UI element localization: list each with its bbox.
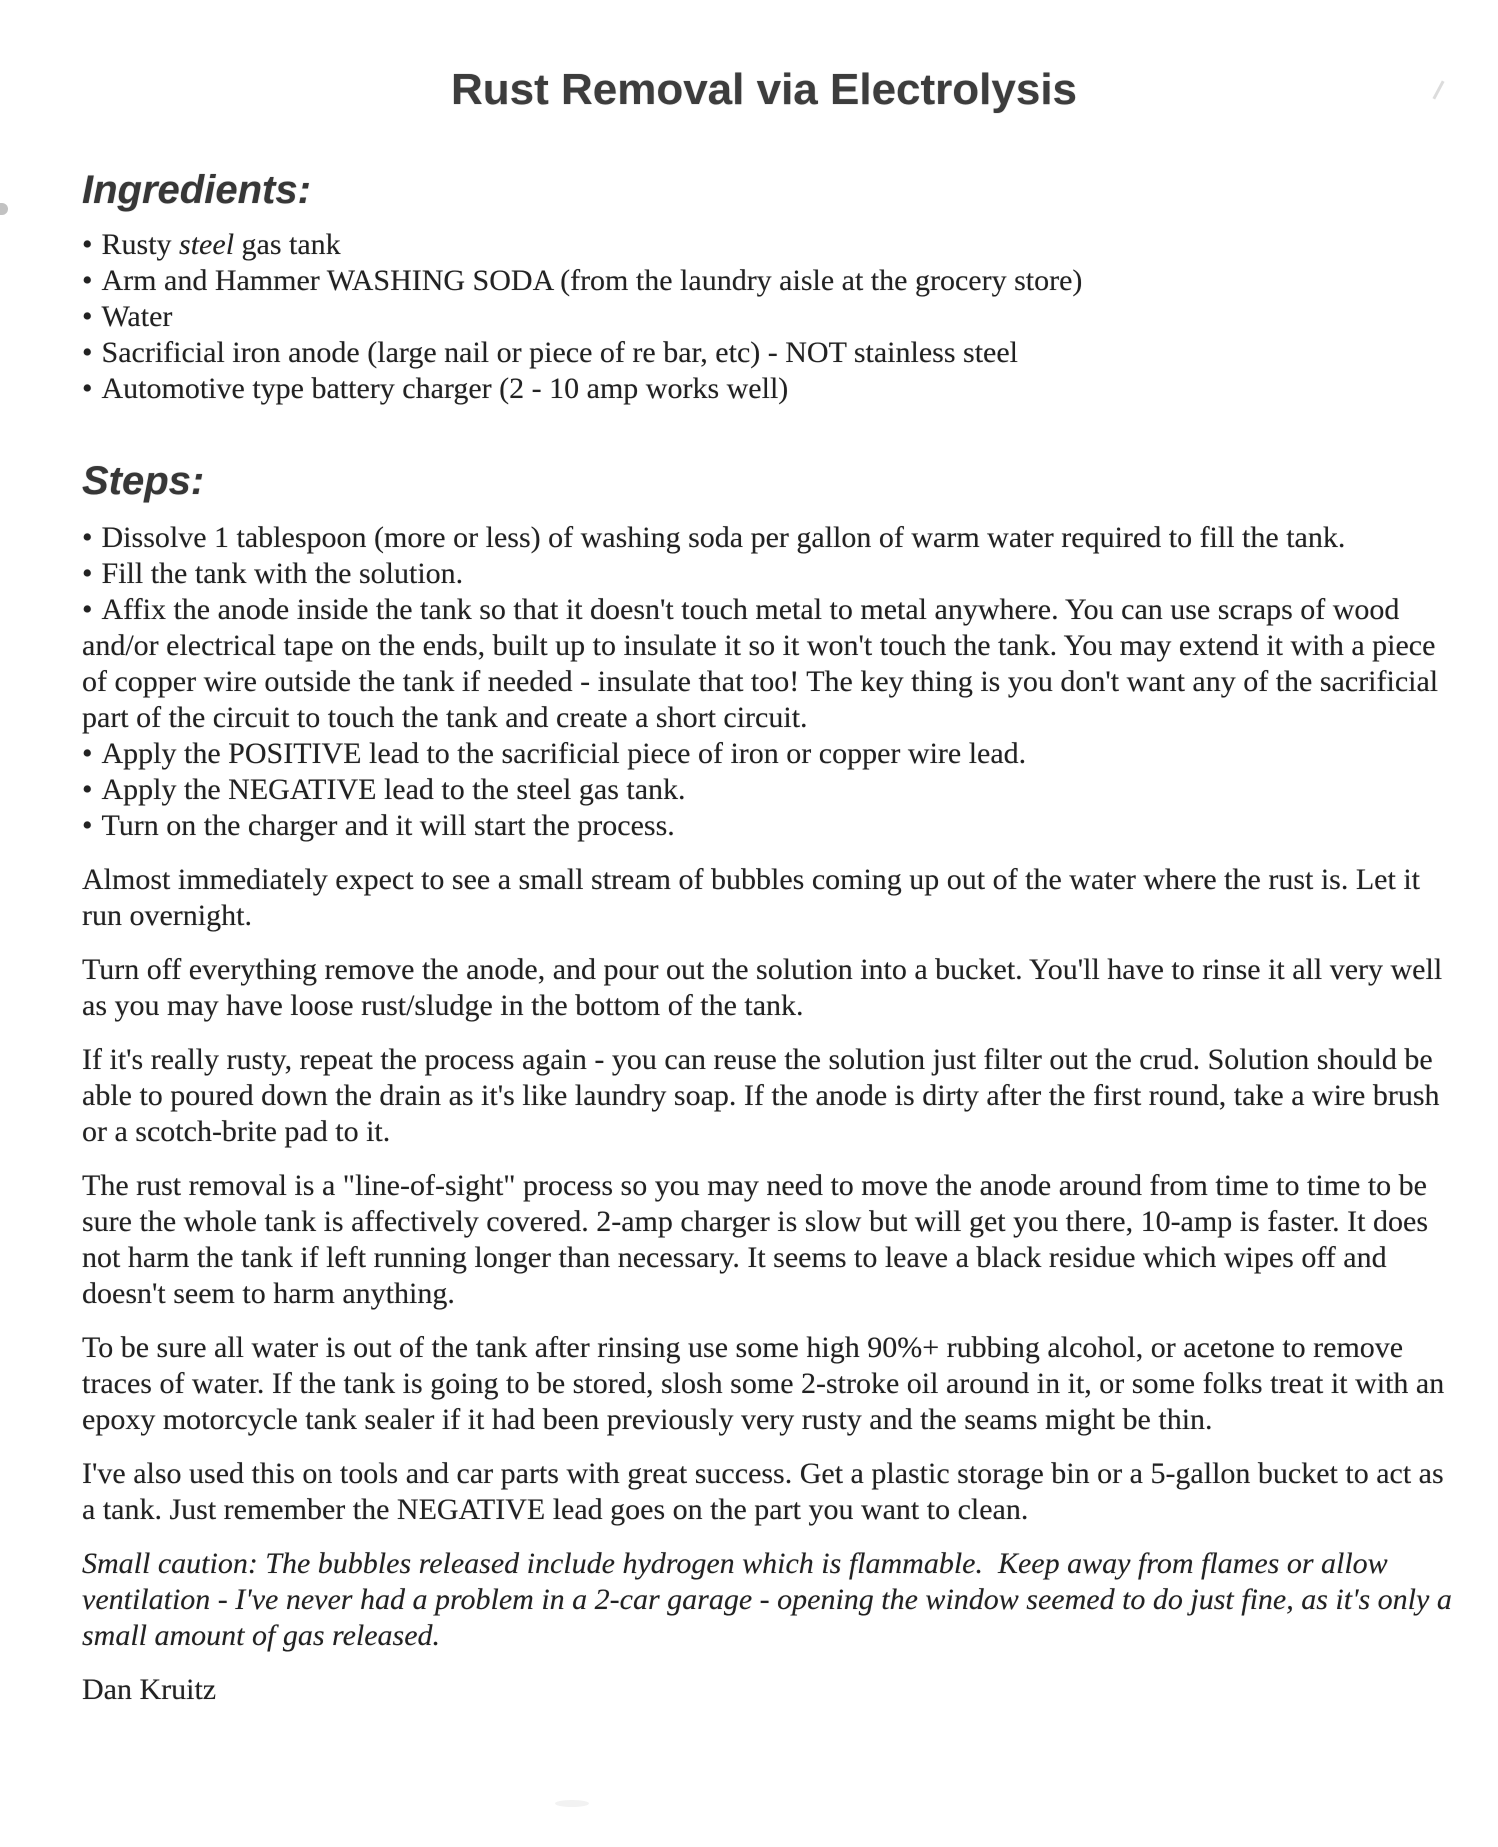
step-text: Apply the NEGATIVE lead to the steel gas tank. — [101, 773, 686, 806]
bullet-glyph: • — [82, 300, 93, 333]
bullet-glyph: • — [82, 521, 93, 554]
ingredient-text: Arm and Hammer WASHING SODA (from the laundry aisle at the grocery store) — [101, 264, 1083, 297]
paragraph-drying: To be sure all water is out of the tank after rinsing use some high 90%+ rubbing alcohol, or acetone to remove traces of water. If the tank is going to be stored, slosh some 2-stroke oil around in it, or some folks treat it with an epoxy motorcycle tank sealer if it had been previously very rusty and the seams might be thin. — [82, 1331, 1445, 1436]
step-text: Affix the anode inside the tank so that it doesn't touch metal to metal anywhere. You can use scraps of wood and/or electrical tape on the ends, built up to insulate it so it won't touch the tank. You may extend it with a piece of copper wire outside the tank if needed - insulate that too! The key thing is you don't want any of the sacrificial part of the circuit to touch the tank and create a short circuit. — [82, 593, 1439, 734]
ingredient-text-post: gas tank — [234, 228, 341, 261]
bullet-glyph: • — [82, 593, 93, 626]
ingredient-text-pre: Rusty — [101, 228, 180, 261]
bullet-glyph: • — [82, 773, 93, 806]
step-item — [82, 556, 1458, 592]
signature: Dan Kruitz — [82, 1673, 217, 1706]
paragraph-repeat-process: If it's really rusty, repeat the process again - you can reuse the solution just filter out the crud. Solution should be able to poured down the drain as it's like laundry soap. If the anode is dirty after the first round, take a wire brush or a scotch-brite pad to it. — [82, 1043, 1440, 1148]
ingredient-text: Water — [101, 300, 173, 333]
bullet-glyph: • — [82, 336, 93, 369]
paragraph-line-of-sight: The rust removal is a "line-of-sight" process so you may need to move the anode around from time to time to be sure the whole tank is affectively covered. 2-amp charger is slow but will get you there, 10-amp is faster. It does not harm the tank if left running longer than necessary. It seems to leave a black residue which wipes off and doesn't seem to harm anything. — [82, 1169, 1429, 1310]
document-title: Rust Removal via Electrolysis — [450, 65, 1078, 114]
step-text: Fill the tank with the solution. — [101, 557, 464, 590]
ingredient-text: Automotive type battery charger (2 - 10 amp works well) — [101, 372, 789, 405]
ingredients-list — [82, 227, 1458, 407]
step-text: Turn on the charger and it will start the process. — [101, 809, 675, 842]
steps-heading: Steps: — [82, 459, 205, 503]
step-item — [82, 520, 1458, 556]
paragraph-other-uses: I've also used this on tools and car parts with great success. Get a plastic storage bin or a 5-gallon bucket to act as a tank. Just remember the NEGATIVE lead goes on the part you want to clean. — [82, 1457, 1444, 1526]
bullet-glyph: • — [82, 557, 93, 590]
ingredient-item — [82, 227, 1458, 263]
ingredient-item — [82, 335, 1458, 371]
ingredient-text: Sacrificial iron anode (large nail or piece of re bar, etc) - NOT stainless steel — [101, 336, 1018, 369]
bullet-glyph: • — [82, 228, 93, 261]
scan-artifact-left-edge — [0, 203, 8, 215]
step-text: Apply the POSITIVE lead to the sacrificial piece of iron or copper wire lead. — [101, 737, 1027, 770]
step-item — [82, 772, 1458, 808]
paragraph-turn-off: Turn off everything remove the anode, and pour out the solution into a bucket. You'll have to rinse it all very well as you may have loose rust/sludge in the bottom of the tank. — [82, 953, 1443, 1022]
bullet-glyph: • — [82, 737, 93, 770]
ingredient-item — [82, 263, 1458, 299]
bullet-glyph: • — [82, 264, 93, 297]
document-body — [82, 167, 1458, 1708]
bullet-glyph: • — [82, 809, 93, 842]
bullet-glyph: • — [82, 372, 93, 405]
scan-artifact-bottom-smudge — [555, 1800, 589, 1807]
step-item — [82, 808, 1458, 844]
ingredient-item — [82, 299, 1458, 335]
ingredient-text-emphasis: steel — [179, 228, 235, 261]
steps-list — [82, 520, 1458, 844]
ingredients-heading: Ingredients: — [82, 168, 311, 212]
ingredient-item — [82, 371, 1458, 407]
step-item — [82, 736, 1458, 772]
step-text: Dissolve 1 tablespoon (more or less) of washing soda per gallon of warm water required to fill the tank. — [101, 521, 1346, 554]
step-item — [82, 592, 1458, 736]
caution-paragraph: Small caution: The bubbles released include hydrogen which is flammable. Keep away from flames or allow ventilation - I've never had a problem in a 2-car garage - opening the window seemed to do just fine, as it's only a small amount of gas released. — [82, 1547, 1460, 1652]
paragraph-bubbles: Almost immediately expect to see a small stream of bubbles coming up out of the water where the rust is. Let it run overnight. — [82, 863, 1420, 932]
